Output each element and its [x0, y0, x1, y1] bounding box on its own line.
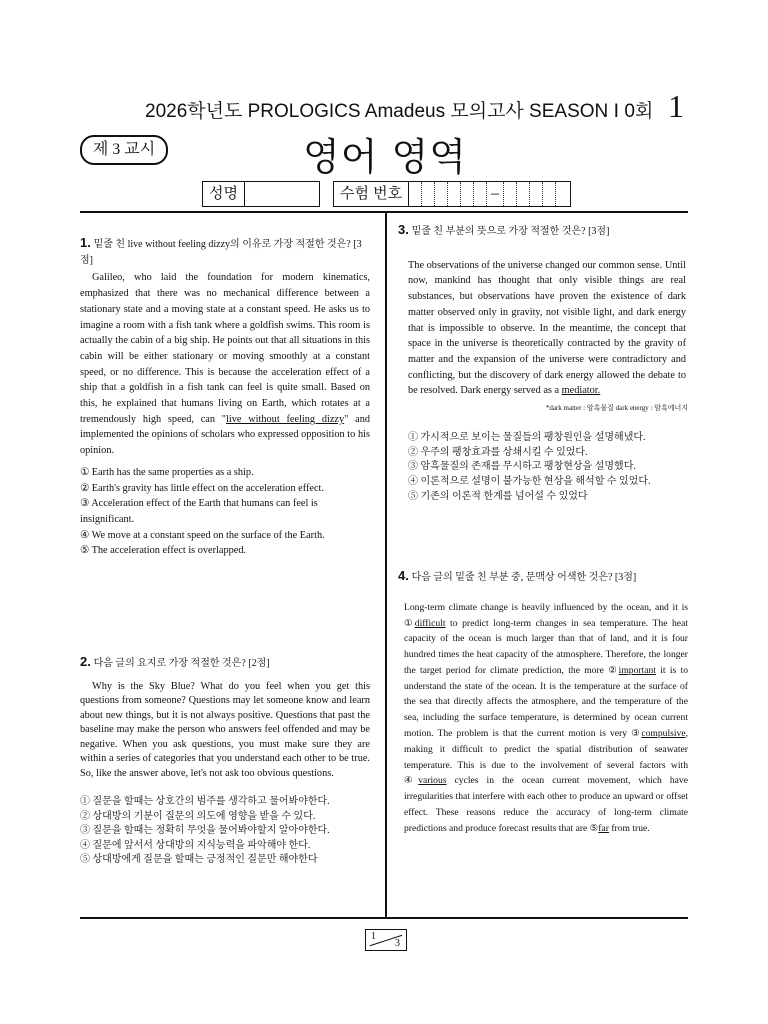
option-2[interactable]: ② 우주의 팽창효과를 상쇄시킬 수 있었다. [408, 446, 588, 458]
underlined-word: mediator. [561, 385, 601, 397]
digit-cell [556, 182, 568, 206]
passage-text: from true. [608, 822, 650, 834]
session-badge: 제 3 교시 [80, 135, 168, 165]
question-4-stem [398, 568, 688, 586]
digit-cell [435, 182, 448, 206]
question-2-passage: Why is the Sky Blue? What do you feel when you get this questions from someone? Questions may let someone know and learn about new things, but it is not always positive. Questions that past the baseline may make the person who answers feel offended and may be negative. When you ask questions, you must make sure they are within a series of categories that you understand each other to be true. So, like the answer above, let's not ask too obvious questions. [80, 680, 370, 779]
question-2-stem [80, 654, 370, 672]
question-number: 3. [398, 222, 409, 237]
option-3[interactable]: ③ 질문을 할때는 정확히 무엇을 물어봐야할지 알아야한다. [80, 825, 330, 837]
option-5[interactable]: ⑤ 기존의 이론적 한계를 넘어설 수 있었다 [408, 490, 588, 502]
question-2 [80, 654, 370, 868]
exam-number-label: 수험 번호 [334, 182, 409, 206]
question-text: 밑줄 친 live without feeling dizzy의 이유로 가장 적절한 것은? [3점] [80, 239, 362, 266]
question-3-stem [398, 222, 688, 240]
underlined-word-4: various [418, 775, 447, 787]
footnote: *dark matter : 암흑물질 dark energy : 암흑에너지 [545, 404, 688, 413]
exam-number-field[interactable] [333, 181, 571, 207]
current-page: 1 [371, 931, 376, 942]
question-1-passage [80, 270, 370, 458]
passage-text: it is to understand the state of the ocean. It is the temperature at the surface of the sea that directly affects the atmosphere, and the temperature of the sea, including the surface temperature, is determined by ocean current motion. The problem is that the current motion is very ③ [404, 664, 688, 740]
exam-title: 2026학년도 PROLOGICS Amadeus 모의고사 SEASON Ⅰ 0회 [145, 101, 654, 122]
digit-cell [461, 182, 474, 206]
question-text: 밑줄 친 부분의 뜻으로 가장 적절한 것은? [3점] [411, 226, 610, 237]
digit-cell [448, 182, 461, 206]
question-text: 다음 글의 밑줄 친 부분 중, 문맥상 어색한 것은? [3점] [411, 572, 637, 583]
question-3-options [398, 431, 688, 505]
option-3[interactable]: ③ Acceleration effect of the Earth that humans can feel is insignificant. [80, 498, 318, 525]
option-2[interactable]: ② Earth's gravity has little effect on the acceleration effect. [80, 482, 324, 494]
digit-cell [409, 182, 422, 206]
digit-cell [530, 182, 543, 206]
bottom-rule [80, 917, 688, 919]
option-4[interactable]: ④ 질문에 앞서서 상대방의 지식능력을 파악해야 한다. [80, 839, 311, 851]
underlined-word-1: difficult [414, 617, 446, 629]
passage-text: to predict long-term changes in sea temperature. The heat capacity of the ocean is much larger than that of land, and it is four hundred times the heat capacity of the atmosphere. Therefore, the longer the target period for climate prediction, the more ② [404, 617, 688, 676]
passage-text: , making it difficult to predict the spatial distribution of seawater temperature. This is due to the involvement of several factors with ④ [404, 728, 688, 787]
digit-cell [517, 182, 530, 206]
question-3-passage [398, 258, 688, 399]
passage-text: Galileo, who laid the foundation for modern kinematics, emphasized that there was no mechanical difference between a stationary state and a moving state at a constant speed. He asks us to imagine a room with a fish tank where a goldfish swims. This room is actually the cabin of a big ship. He points out that all situations in this cabin will be either stationary or moving smoothly at a constant speed, or no difference. This is because the acceleration effect of a ship that a goldfish in a fish tank can feel is quite small. Based on this, he explained that humans living on Earth, which rotates at a tremendously high speed, can " [80, 272, 370, 425]
question-2-options [80, 795, 370, 868]
option-4[interactable]: ④ 이론적으로 설명이 불가능한 현상을 해석할 수 있었다. [408, 476, 651, 488]
underlined-word-3: compulsive [641, 728, 686, 740]
digit-cell [543, 182, 556, 206]
question-number: 2. [80, 654, 91, 669]
exam-number-cells [409, 182, 568, 206]
question-1-options [80, 465, 370, 559]
question-number: 1. [80, 235, 91, 250]
name-label: 성명 [203, 182, 245, 206]
option-1[interactable]: ① Earth has the same properties as a ship. [80, 466, 254, 478]
top-rule [80, 211, 688, 213]
page-indicator [365, 929, 407, 951]
question-number: 4. [398, 568, 409, 583]
question-text: 다음 글의 요지로 가장 적절한 것은? [2점] [93, 658, 270, 669]
question-1 [80, 235, 370, 559]
underlined-phrase: live without feeling dizzy [226, 413, 345, 425]
question-4-passage [398, 600, 688, 837]
underlined-word-2: important [618, 664, 656, 676]
option-1[interactable]: ① 가시적으로 보이는 물질들의 팽창원인을 설명해냈다. [408, 431, 646, 443]
passage-text: cycles in the ocean current movement, which have irregularities that interfere with each other to produce an upward or offset effect. These reasons reduce the accuracy of long-term climate predictions and produce forecast results that are ⑤ [404, 775, 688, 834]
option-2[interactable]: ② 상대방의 기분이 질문의 의도에 영향을 받을 수 있다. [80, 810, 316, 822]
digit-cell [474, 182, 487, 206]
underlined-word-5: far [598, 822, 609, 834]
passage-text: Long-term climate change is heavily influenced by the ocean, and it is ① [404, 601, 688, 629]
digit-cell [504, 182, 517, 206]
dash-separator: – [487, 182, 504, 206]
column-divider [385, 211, 387, 917]
name-field[interactable] [202, 181, 320, 207]
total-pages: 3 [395, 938, 400, 949]
option-5[interactable]: ⑤ 상대방에게 질문을 할때는 긍정적인 질문만 해야한다 [80, 854, 318, 866]
question-4 [398, 568, 688, 837]
digit-cell [422, 182, 435, 206]
option-1[interactable]: ① 질문을 할때는 상호간의 범주를 생각하고 물어봐야한다. [80, 796, 330, 808]
option-3[interactable]: ③ 암흑물질의 존재를 무시하고 팽창현상을 설명했다. [408, 461, 636, 473]
passage-text: " and implemented the opinions of scholars who expressed opposition to his opinion. [80, 413, 370, 457]
option-4[interactable]: ④ We move at a constant speed on the surface of the Earth. [80, 529, 325, 541]
subject-title: 영어 영역 [303, 135, 467, 179]
option-5[interactable]: ⑤ The acceleration effect is overlapped. [80, 545, 247, 557]
passage-text: The observations of the universe changed our common sense. Until now, mankind has thought that only visible things are real substances, but observations have proven the existence of dark matter observed only in gravity, not visible light, and dark energy that is impossible to observe. In the meantime, the concept that space in the universe is theoretically contracted by the gravity of matter and the expansion of the universe were contradictory and conflicting, but the discovery of dark energy allowed the debate to be resolved. Dark energy served as a [408, 259, 686, 397]
question-1-stem [80, 235, 370, 268]
question-3 [398, 222, 688, 505]
page-number: 1 [668, 88, 684, 124]
